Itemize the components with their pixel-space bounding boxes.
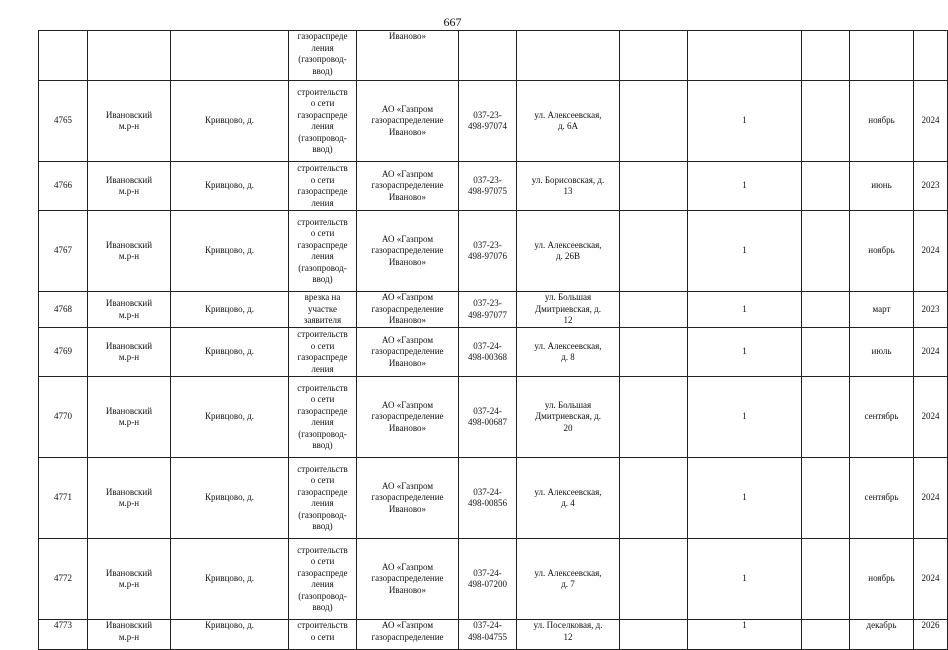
cell-number: 4769	[39, 328, 88, 377]
cell-work-type: строительств о сети	[289, 620, 357, 650]
cell-empty	[620, 292, 688, 328]
cell-settlement: Кривцово, д.	[171, 328, 289, 377]
cell-district: Ивановский м.р-н	[88, 539, 171, 620]
cell-address: ул. Алексеевская, д. 6А	[517, 81, 620, 162]
cell-month: сентябрь	[850, 377, 914, 458]
cell-empty	[620, 162, 688, 211]
cell-count: 1	[688, 292, 802, 328]
cell-month: декабрь	[850, 620, 914, 650]
cell-number: 4768	[39, 292, 88, 328]
cell-work-type: строительств о сети газораспреде ления	[289, 328, 357, 377]
cell-work-type: строительств о сети газораспреде ления	[289, 162, 357, 211]
cell-empty	[620, 620, 688, 650]
cell-code: 037-24- 498-00687	[459, 377, 517, 458]
cell-count: 1	[688, 620, 802, 650]
cell-number: 4770	[39, 377, 88, 458]
cell-month: март	[850, 292, 914, 328]
cell-organization: АО «Газпром газораспределение Иваново»	[357, 328, 459, 377]
cell-work-type: газораспреде ления (газопровод- ввод)	[289, 31, 357, 81]
cell-year: 2024	[914, 377, 948, 458]
cell-month: июнь	[850, 162, 914, 211]
cell-count: 1	[688, 458, 802, 539]
cell-settlement: Кривцово, д.	[171, 292, 289, 328]
cell-empty	[620, 328, 688, 377]
cell-empty	[802, 620, 850, 650]
cell-organization: АО «Газпром газораспределение Иваново»	[357, 162, 459, 211]
cell-number: 4767	[39, 211, 88, 292]
cell-year: 2026	[914, 620, 948, 650]
cell-number: 4771	[39, 458, 88, 539]
cell-code: 037-24- 498-07200	[459, 539, 517, 620]
cell-number: 4766	[39, 162, 88, 211]
cell-organization: АО «Газпром газораспределение Иваново»	[357, 458, 459, 539]
cell-year: 2024	[914, 458, 948, 539]
cell-count: 1	[688, 539, 802, 620]
cell-organization: АО «Газпром газораспределение Иваново»	[357, 81, 459, 162]
cell-empty	[802, 458, 850, 539]
cell-district: Ивановский м.р-н	[88, 81, 171, 162]
cell-empty	[802, 211, 850, 292]
table-row	[39, 539, 948, 620]
cell-district: Ивановский м.р-н	[88, 620, 171, 650]
cell-month: ноябрь	[850, 211, 914, 292]
cell-code: 037-23- 498-97075	[459, 162, 517, 211]
cell-settlement: Кривцово, д.	[171, 211, 289, 292]
cell-code: 037-24- 498-00856	[459, 458, 517, 539]
cell-year: 2023	[914, 162, 948, 211]
table-row	[39, 377, 948, 458]
cell-district: Ивановский м.р-н	[88, 162, 171, 211]
cell-organization: АО «Газпром газораспределение Иваново»	[357, 292, 459, 328]
table-row	[39, 328, 948, 377]
cell-district: Ивановский м.р-н	[88, 211, 171, 292]
table-row	[39, 620, 948, 650]
cell-settlement: Кривцово, д.	[171, 539, 289, 620]
table-row	[39, 458, 948, 539]
cell-address: ул. Большая Дмитриевская, д. 12	[517, 292, 620, 328]
cell-year: 2024	[914, 81, 948, 162]
cell-empty	[802, 81, 850, 162]
cell-code: 037-23- 498-97074	[459, 81, 517, 162]
table-row	[39, 81, 948, 162]
cell-work-type: строительств о сети газораспреде ления (газопровод- ввод)	[289, 81, 357, 162]
cell-count: 1	[688, 328, 802, 377]
cell-empty	[620, 211, 688, 292]
cell-settlement: Кривцово, д.	[171, 458, 289, 539]
cell-address: ул. Алексеевская, д. 4	[517, 458, 620, 539]
cell-month: сентябрь	[850, 458, 914, 539]
cell-count: 1	[688, 377, 802, 458]
cell-count: 1	[688, 162, 802, 211]
cell-organization: АО «Газпром газораспределение Иваново»	[357, 539, 459, 620]
cell-empty	[620, 458, 688, 539]
cell-count: 1	[688, 81, 802, 162]
cell-year: 2024	[914, 539, 948, 620]
cell-count: 1	[688, 211, 802, 292]
table-row	[39, 162, 948, 211]
cell-organization: АО «Газпром газораспределение Иваново»	[357, 211, 459, 292]
cell-empty	[620, 377, 688, 458]
cell-district: Ивановский м.р-н	[88, 458, 171, 539]
cell-empty	[802, 292, 850, 328]
cell-address: ул. Алексеевская, д. 8	[517, 328, 620, 377]
cell-year: 2024	[914, 211, 948, 292]
cell-empty	[802, 377, 850, 458]
cell-code: 037-24- 498-04755	[459, 620, 517, 650]
cell-empty	[620, 81, 688, 162]
cell-work-type: строительств о сети газораспреде ления (газопровод- ввод)	[289, 377, 357, 458]
cell-address: ул. Алексеевская, д. 26В	[517, 211, 620, 292]
cell-year: 2023	[914, 292, 948, 328]
cell-code: 037-23- 498-97077	[459, 292, 517, 328]
cell-address: ул. Поселковая, д. 12	[517, 620, 620, 650]
cell-number: 4773	[39, 620, 88, 650]
cell-work-type: строительств о сети газораспреде ления (газопровод- ввод)	[289, 458, 357, 539]
table-row	[39, 211, 948, 292]
cell-work-type: врезка на участке заявителя	[289, 292, 357, 328]
cell-district: Ивановский м.р-н	[88, 328, 171, 377]
cell-empty	[802, 328, 850, 377]
page-number: 667	[443, 15, 462, 29]
cell-address: ул. Борисовская, д. 13	[517, 162, 620, 211]
cell-district: Ивановский м.р-н	[88, 377, 171, 458]
cell-month: ноябрь	[850, 81, 914, 162]
cell-month: ноябрь	[850, 539, 914, 620]
cell-organization: АО «Газпром газораспределение	[357, 620, 459, 650]
cell-address: ул. Большая Дмитриевская, д. 20	[517, 377, 620, 458]
cell-district: Ивановский м.р-н	[88, 292, 171, 328]
cell-settlement: Кривцово, д.	[171, 162, 289, 211]
cell-number: 4772	[39, 539, 88, 620]
cell-settlement: Кривцово, д.	[171, 377, 289, 458]
registry-table	[38, 30, 948, 650]
cell-settlement: Кривцово, д.	[171, 620, 289, 650]
cell-organization: АО «Газпром газораспределение Иваново»	[357, 377, 459, 458]
cell-work-type: строительств о сети газораспреде ления (газопровод- ввод)	[289, 211, 357, 292]
cell-empty	[802, 539, 850, 620]
cell-number: 4765	[39, 81, 88, 162]
table-row	[39, 292, 948, 328]
cell-code: 037-24- 498-00368	[459, 328, 517, 377]
cell-code: 037-23- 498-97076	[459, 211, 517, 292]
cell-empty	[802, 162, 850, 211]
cell-month: июль	[850, 328, 914, 377]
cell-address: ул. Алексеевская, д. 7	[517, 539, 620, 620]
cell-organization: Иваново»	[357, 31, 459, 81]
cell-settlement: Кривцово, д.	[171, 81, 289, 162]
cell-work-type: строительств о сети газораспреде ления (газопровод- ввод)	[289, 539, 357, 620]
table-row-continuation	[39, 31, 948, 81]
cell-year: 2024	[914, 328, 948, 377]
cell-empty	[620, 539, 688, 620]
